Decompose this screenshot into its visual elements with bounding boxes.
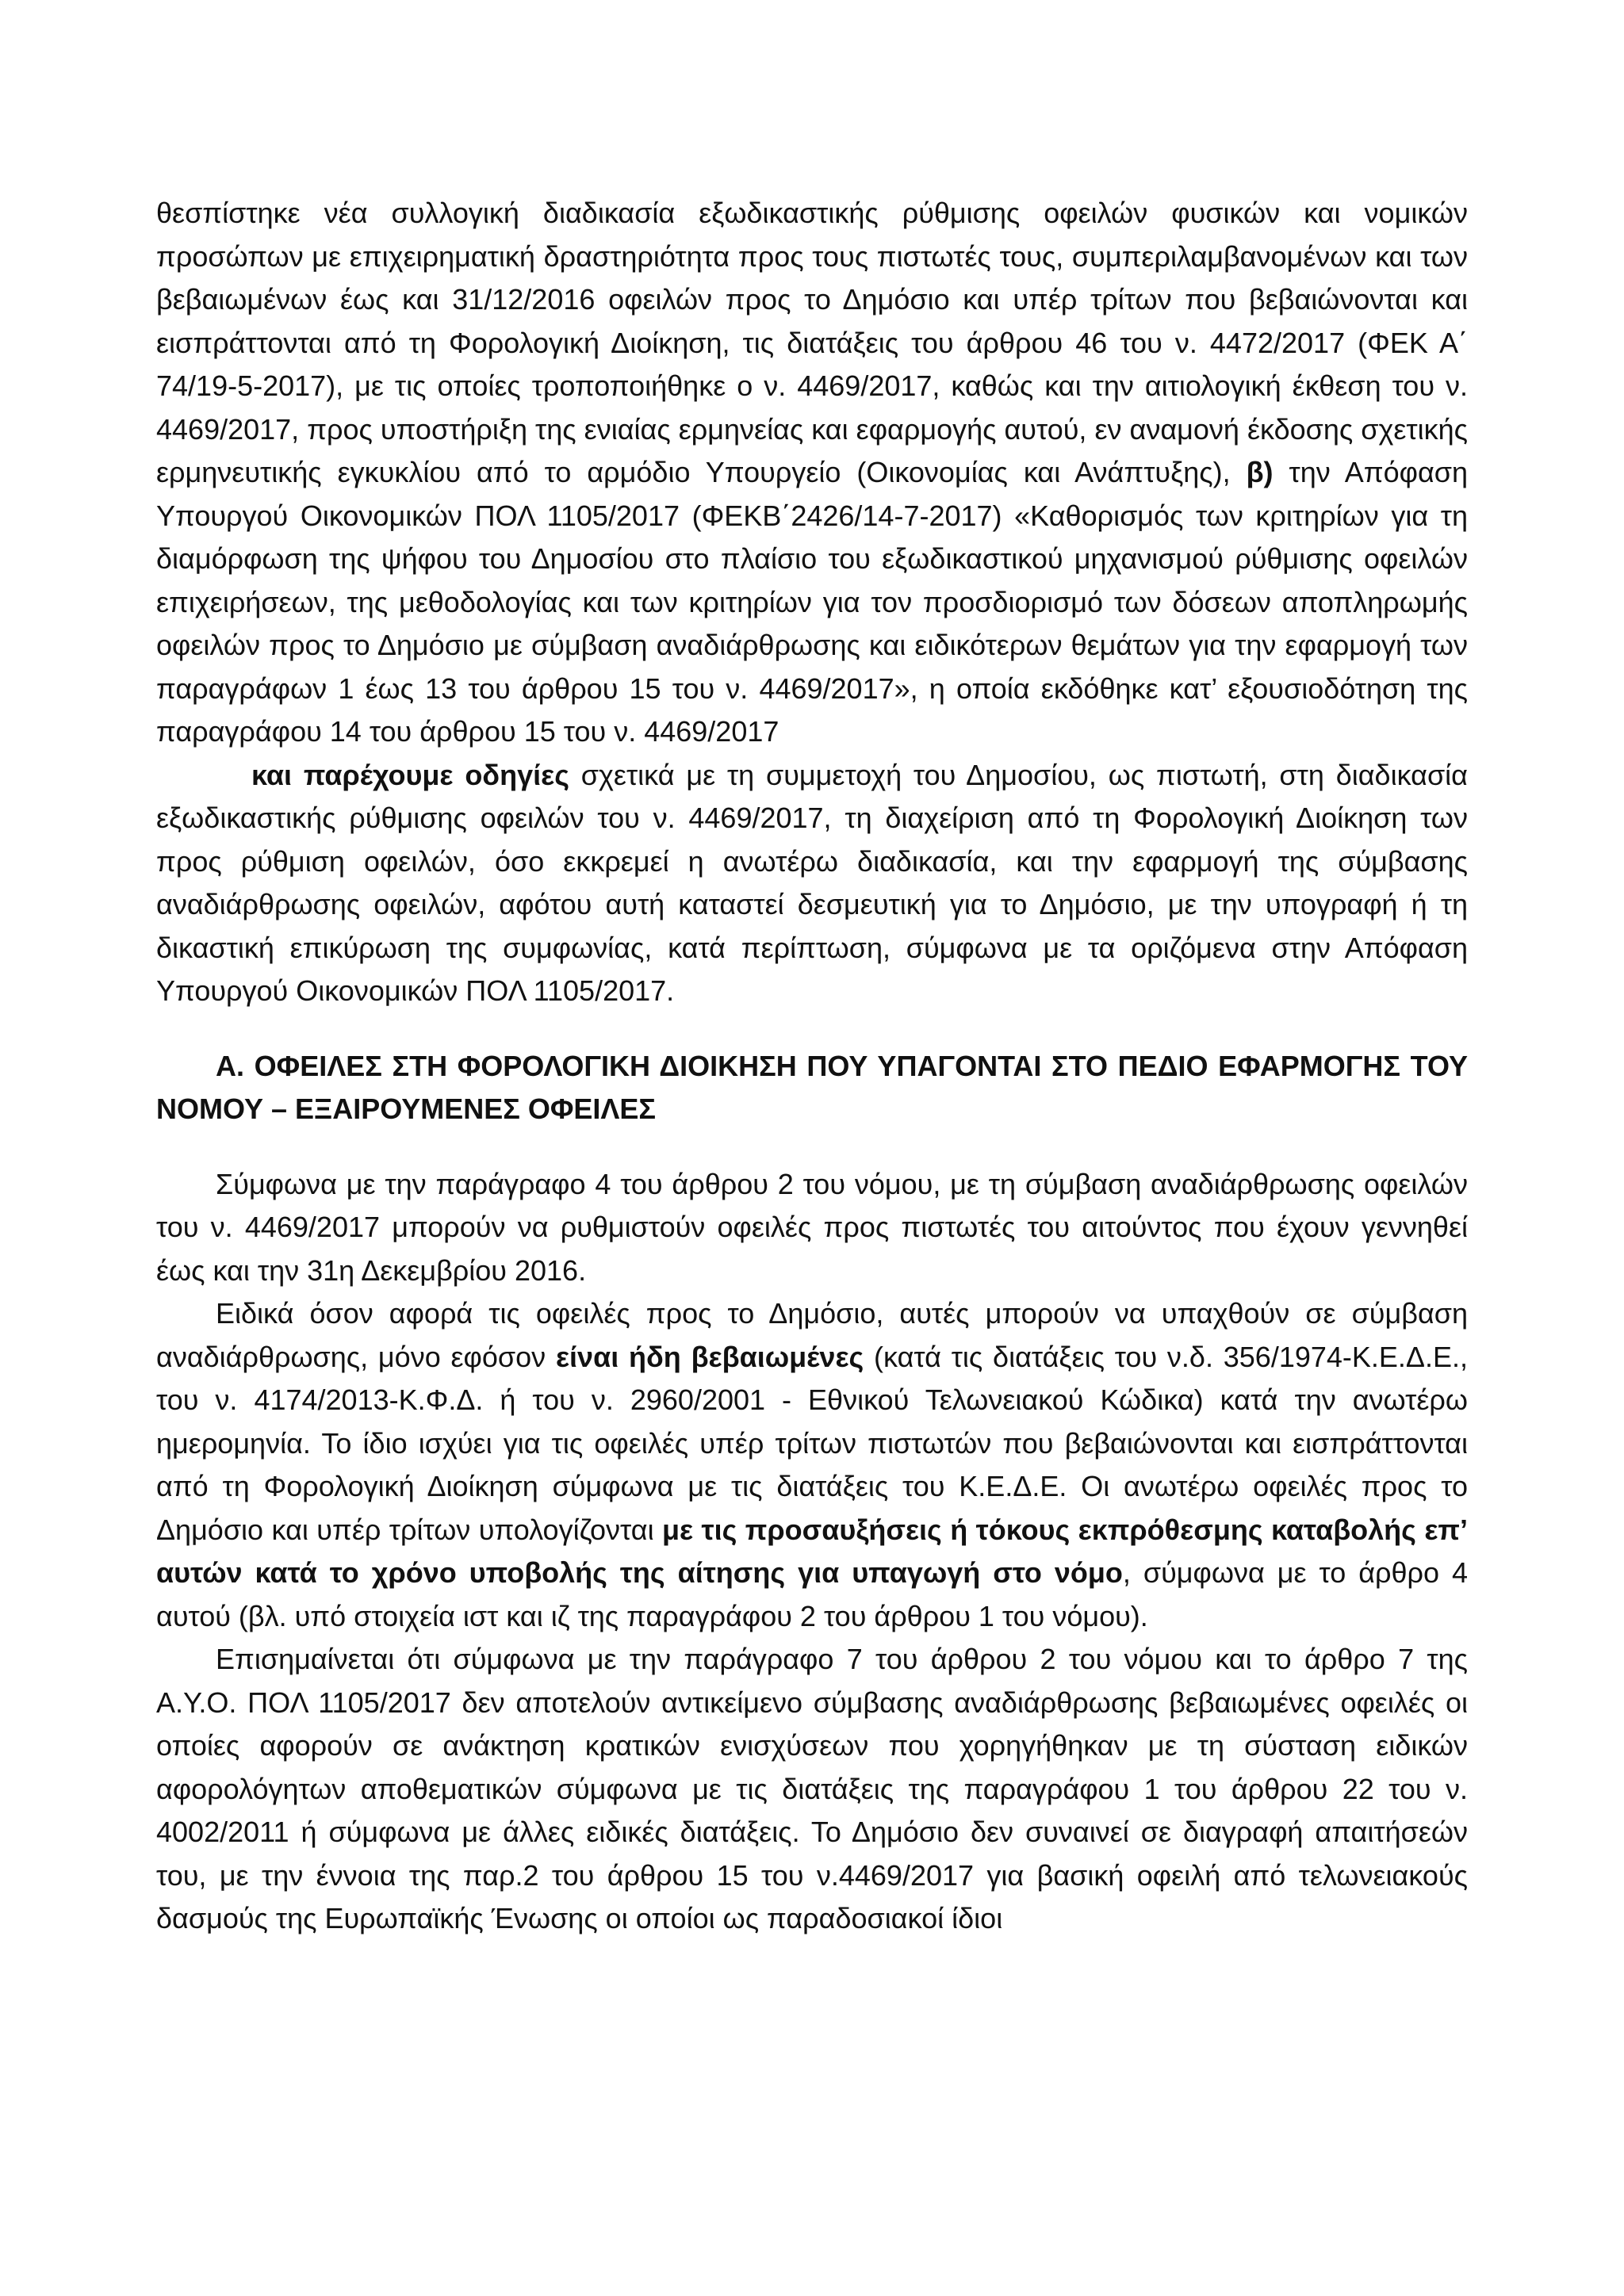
text-run: θεσπίστηκε νέα συλλογική διαδικασία εξωδικαστικής ρύθμισης οφειλών φυσικών και νομικών προσώπων με επιχειρηματική δραστηριότητα προς τους πιστωτές τους, συμπεριλαμβανομένων και των βεβαιωμένων έως και 31/12/2016 οφειλών προς το Δημόσιο και υπέρ τρίτων που βεβαιώνονται και εισπράττονται από τη Φορολογική Διοίκηση, τις διατάξεις του άρθρου 46 του ν. 4472/2017 (ΦΕΚ Α΄ 74/19-5-2017), με τις οποίες τροποποιήθηκε ο ν. 4469/2017, καθώς και την αιτιολογική έκθεση του ν. 4469/2017, προς υποστήριξη της ενιαίας ερμηνείας και εφαρμογής αυτού, εν αναμονή έκδοσης σχετικής ερμηνευτικής εγκυκλίου από το αρμόδιο Υπουργείο (Οικονομίας και Ανάπτυξης), [156, 197, 1468, 488]
spacer [156, 1131, 1468, 1163]
text-run: (κατά τις διατάξεις του ν.δ. 356/1974-Κ.Ε.Δ.Ε., του ν. 4174/2013-Κ.Φ.Δ. ή του ν. 2960/2001 - Εθνικού Τελωνειακού Κώδικα) κατά την ανωτέρω ημερομηνία. Το ίδιο ισχύει για τις οφειλές υπέρ τρίτων πιστωτών που βεβαιώνονται και εισπράττονται από τη Φορολογική Διοίκηση σύμφωνα με τις διατάξεις του Κ.Ε.Δ.Ε. Οι ανωτέρω οφειλές προς το Δημόσιο και υπέρ τρίτων υπολογίζονται [156, 1340, 1468, 1546]
bold-marker: β) [1246, 456, 1274, 488]
bold-phrase: είναι ήδη βεβαιωμένες [555, 1340, 864, 1373]
paragraph-excluded-debts: Επισημαίνεται ότι σύμφωνα με την παράγραφο 7 του άρθρου 2 του νόμου και το άρθρο 7 της Α.Υ.Ο. ΠΟΛ 1105/2017 δεν αποτελούν αντικείμενο σύμβασης αναδιάρθρωσης βεβαιωμένες οφειλές οι οποίες αφορούν σε ανάκτηση κρατικών ενισχύσεων που χορηγήθηκαν με τη σύσταση ειδικών αφορολόγητων αποθεματικών σύμφωνα με τις διατάξεις της παραγράφου 1 του άρθρου 22 του ν. 4002/2011 ή σύμφωνα με άλλες ειδικές διατάξεις. Το Δημόσιο δεν συναινεί σε διαγραφή απαιτήσεών του, με την έννοια της παρ.2 του άρθρου 15 του ν.4469/2017 για βασική οφειλή από τελωνειακούς δασμούς της Ευρωπαϊκής Ένωσης οι οποίοι ως παραδοσιακοί ίδιοι [156, 1643, 1468, 1934]
paragraph-public-debts [156, 1292, 1468, 1638]
paragraph-instructions [156, 754, 1468, 1013]
spacer [156, 1013, 1468, 1045]
text-run: σχετικά με τη συμμετοχή του Δημοσίου, ως πιστωτή, στη διαδικασία εξωδικαστικής ρύθμισης οφειλών του ν. 4469/2017, τη διαχείριση από τη Φορολογική Διοίκηση των προς ρύθμιση οφειλών, όσο εκκρεμεί η ανωτέρω διαδικασία, και την εφαρμογή της σύμβασης αναδιάρθρωσης οφειλών, αφότου αυτή καταστεί δεσμευτική για το Δημόσιο, με την υπογραφή ή τη δικαστική επικύρωση της συμφωνίας, κατά περίπτωση, σύμφωνα με τα οριζόμενα στην Απόφαση Υπουργού Οικονομικών ΠΟΛ 1105/2017. [156, 758, 1468, 1007]
document-body [156, 192, 1468, 1941]
paragraph-scope: Σύμφωνα με την παράγραφο 4 του άρθρου 2 του νόμου, με τη σύμβαση αναδιάρθρωσης οφειλών του ν. 4469/2017 μπορούν να ρυθμιστούν οφειλές προς πιστωτές του αιτούντος που έχουν γεννηθεί έως και την 31η Δεκεμβρίου 2016. [156, 1167, 1468, 1287]
text-run: , σύμφωνα με το άρθρο 4 αυτού (βλ. υπό στοιχεία ιστ και ιζ της παραγράφου 2 του άρθρου 1 του νόμου). [156, 1556, 1469, 1632]
section-heading: Α. ΟΦΕΙΛΕΣ ΣΤΗ ΦΟΡΟΛΟΓΙΚΗ ΔΙΟΙΚΗΣΗ ΠΟΥ ΥΠΑΓΟΝΤΑΙ ΣΤΟ ΠΕΔΙΟ ΕΦΑΡΜΟΓΗΣ ΤΟΥ ΝΟΜΟΥ – ΕΞΑΙΡΟΥΜΕΝΕΣ ΟΦΕΙΛΕΣ [156, 1049, 1468, 1125]
text-run: Ειδικά όσον αφορά τις οφειλές προς το Δημόσιο, αυτές μπορούν να υπαχθούν σε σύμβαση αναδιάρθρωσης, μόνο εφόσον [156, 1297, 1468, 1373]
text-run: την Απόφαση Υπουργού Οικονομικών ΠΟΛ 1105/2017 (ΦΕΚΒ΄2426/14-7-2017) «Καθορισμός των κριτηρίων για τη διαμόρφωση της ψήφου του Δημοσίου στο πλαίσιο του εξωδικαστικού μηχανισμού ρύθμισης οφειλών επιχειρήσεων, της μεθοδολογίας και των κριτηρίων για τον προσδιορισμό των δόσεων αποπληρωμής οφειλών προς το Δημόσιο με σύμβαση αναδιάρθρωσης και ειδικότερων θεμάτων για την εφαρμογή των παραγράφων 1 έως 13 του άρθρου 15 του ν. 4469/2017», η οποία εκδόθηκε κατ’ εξουσιοδότηση της παραγράφου 14 του άρθρου 15 του ν. 4469/2017 [156, 456, 1468, 748]
paragraph-legal-basis [156, 192, 1468, 754]
bold-phrase: και παρέχουμε οδηγίες [251, 758, 569, 791]
bold-phrase: με τις προσαυξήσεις ή τόκους εκπρόθεσμης καταβολής επ’ αυτών κατά το χρόνο υποβολής της αίτησης για υπαγωγή στο νόμο [156, 1513, 1468, 1589]
